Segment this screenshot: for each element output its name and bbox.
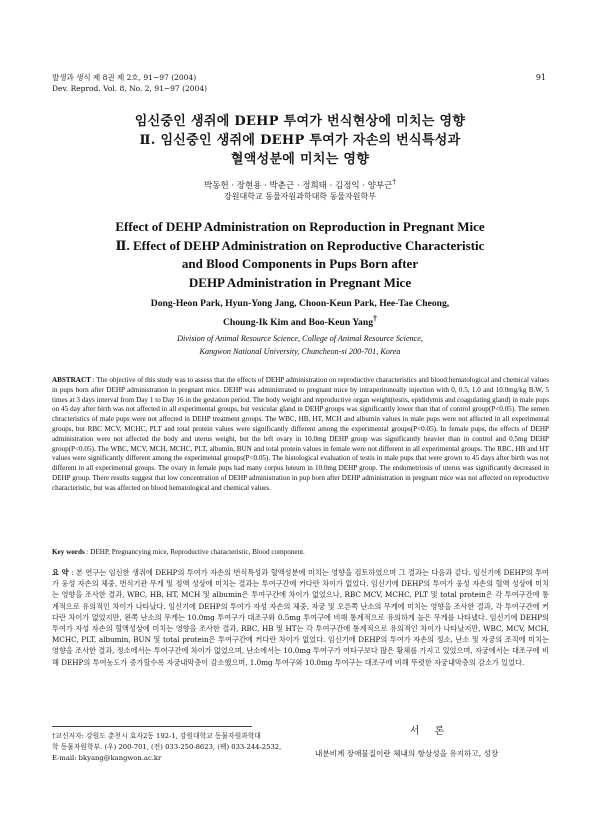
authors-en-line: Dong-Heon Park, Hyun-Yong Jang, Choon-Keun Park, Hee-Tae Cheong,: [150, 298, 450, 309]
keywords-label: Key words: [52, 548, 85, 556]
affil-en-line: Division of Animal Resource Science, College of Animal Resource Science,: [177, 334, 423, 343]
footnote: [52, 731, 292, 763]
authors-english: [40, 296, 560, 330]
title-korean: [60, 112, 540, 169]
affil-en-line: Kangwon National University, Chuncheon-si 200-701, Korea: [199, 347, 401, 356]
journal-header: [52, 72, 207, 94]
footnote-divider: [52, 726, 252, 727]
footnote-email: E-mail: bkyang@kangwon.ac.kr: [52, 753, 162, 762]
abstract-text: : The objective of this study was to assess that the effects of DEHP administration on reproductive characteristics and blood hematological and chemical values in pups born after DEHP administration in pregnant mice. DEHP was administrated to pregnant mice by intraperitoneally injection with 0, 0.5, 1.0 and 10.0mg/kg B.W, 5 times at 3 days interval from Day 1 to Day 16 in the gestation period. The body weight and reproductive organ weight(testis, epididymis and coagulating gland) in male pups on 45 day after birth was not affected in all experimental groups, but vesicular gland in DEHP groups was significantly lower than that of control group(P<0.05). The semen chracteristics of male pups were not affected in DEHP treatment groups. The WBC, HB, HT, MCH and albumin values in male pups were not affected in all experimental groups, but RBC MCV, MCHC, PLT and total protein values were significantly different among the experimental groups(P<0.05). In female pups, the effects of DEHP administration were not affected the body and uterus weight, but the left ovary in 10.0mg DEHP group was significantly heavier than in control and 0.5mg DEHP group(P<0.05). The WBC, MCV, MCH, MCHC, PLT, albumin, BUN and total protein values in female were not different in all experimental groups. The RBC, HB and HT values were significantly different among the experimental groups(P<0.05). The histological evaluation of testis in male pups that were grown to 45 days after birth was not different in all experimental groups. The ovary in female pups had many corpus luteum in 10.0mg DEHP group. The endometriosis of uterus was significantly decreased in DEHP group. There results suggest that low concentration of DEHP administration in pup born after DEHP administration in pregnant mice was not affected on reproductive characteristic, but was affected on blood hematological and chemical values.: [52, 376, 549, 492]
footnote-line: 학 동물자원학부. (우) 200-701, (전) 033-250-8623, (팩) 033-244-2532,: [52, 742, 282, 751]
title-en-line: Effect of DEHP Administration on Reproduction in Pregnant Mice: [115, 219, 485, 234]
abstract-label: ABSTRACT: [52, 376, 91, 384]
summary-label: 요 약: [52, 568, 69, 577]
title-en-line: Ⅱ. Effect of DEHP Administration on Reproductive Characteristic: [115, 237, 485, 253]
title-ko-line: 임신중인 생쥐에 DEHP 투여가 번식현상에 미치는 영향: [134, 114, 466, 129]
title-en-line: and Blood Components in Pups Born after: [181, 256, 419, 271]
title-ko-line: Ⅱ. 임신중인 생쥐에 DEHP 투여가 자손의 번식특성과: [139, 133, 461, 148]
corresponding-mark: †: [392, 177, 396, 186]
corresponding-mark: †: [373, 314, 377, 323]
journal-citation-en: Dev. Reprod. Vol. 8, No. 2, 91~97 (2004): [52, 84, 208, 93]
title-english: [40, 218, 560, 292]
title-en-line: DEHP Administration in Pregnant Mice: [188, 274, 412, 290]
abstract: [52, 376, 549, 494]
affiliation-korean: 강원대학교 동물자원과학대학 동물자원학부: [224, 192, 376, 201]
authors-ko-names: 박동헌 · 장현용 · 박춘근 · 정희태 · 김정익 · 양부근: [204, 180, 393, 191]
footnote-line: †교신저자: 강원도 춘천시 효자2동 192-1, 강원대학교 동물자원과학대: [52, 732, 261, 740]
section-heading-introduction: 서 론: [409, 726, 451, 737]
summary-text: : 본 연구는 임신한 생쥐에 DEHP의 투여가 자손의 번식특성과 혈액성분에 미치는 영향을 검토하였으며 그 결과는 다음과 같다. 임신기에 DEHP의 투여가 웅성 자손의 체중, 번식기관 무게 및 정액 성상에 미치는 결과는 투여구간에 커다란 차이가 없었다. 임신기에 DEHP의 투여가 웅성 자손의 혈액 성상에 미치는 영향을 조사한 결과, WBC, HB, HT, MCH 및 albumin은 투여구간에 차이가 없었으나, RBC MCV, MCHC, PLT 및 total protein은 각 투여구간에 통계적으로 유의적인 차이가 나타났다. 임신기에 DEHP의 투여가 자성 자손의 체중, 자궁 및 오른쪽 난소의 무게에 미치는 영향을 조사한 결과, 각 투여구간에 커다란 차이가 없었지만, 왼쪽 난소의 무게는 10.0mg 투여구가 대조구와 0.5mg 투여구에 비해 통계적으로 유의하게 높은 무게를 나타냈다. 임신기에 DEHP의 투여가 자성 자손의 혈액성상에 미치는 영향을 조사한 결과, RBC, HB 및 HT는 각 투여구간에 통계적으로 유의적인 차이가 나타났지만, WBC, MCV, MCH, MCHC, PLT, albumin, BUN 및 total protein은 투여구간에 커다란 차이가 없었다. 임신기에 DEHP의 투여가 자손의 정소, 난소 및 자궁의 조직에 미치는 영향을 조사한 결과, 정소에서는 투여구간에 차이가 없었으며, 난소에서는 10.0mg 투여구가 여타구보다 많은 황체를 가지고 있었으며, 자궁에서는 대조구에 비해 DEHP의 투여농도가 증가할수록 자궁내막층이 감소했으며, 1.0mg 투여구와 10.0mg 투여구는 대조구에 비해 뚜렷한 자궁내막층의 감소가 있었다.: [52, 568, 549, 667]
title-ko-line: 혈액성분에 미치는 영향: [230, 152, 370, 167]
keywords-text: : DEHP, Pregnancying mice, Reproductive characteristic, Blood component.: [84, 548, 305, 556]
authors-en-line2: Choung-Ik Kim and Boo-Keun Yang: [223, 317, 373, 329]
affiliation-english: [40, 332, 560, 358]
page-number: 91: [535, 73, 546, 82]
summary-korean: [52, 567, 549, 668]
authors-en-line: [40, 311, 560, 330]
introduction-first-line: 내분비계 장애물질이란 체내의 항상성을 유지하고, 성장: [315, 749, 499, 758]
keywords: [52, 548, 549, 558]
journal-citation-ko: 발생과 생식 제 8권 제 2호, 91~97 (2004): [52, 73, 197, 82]
